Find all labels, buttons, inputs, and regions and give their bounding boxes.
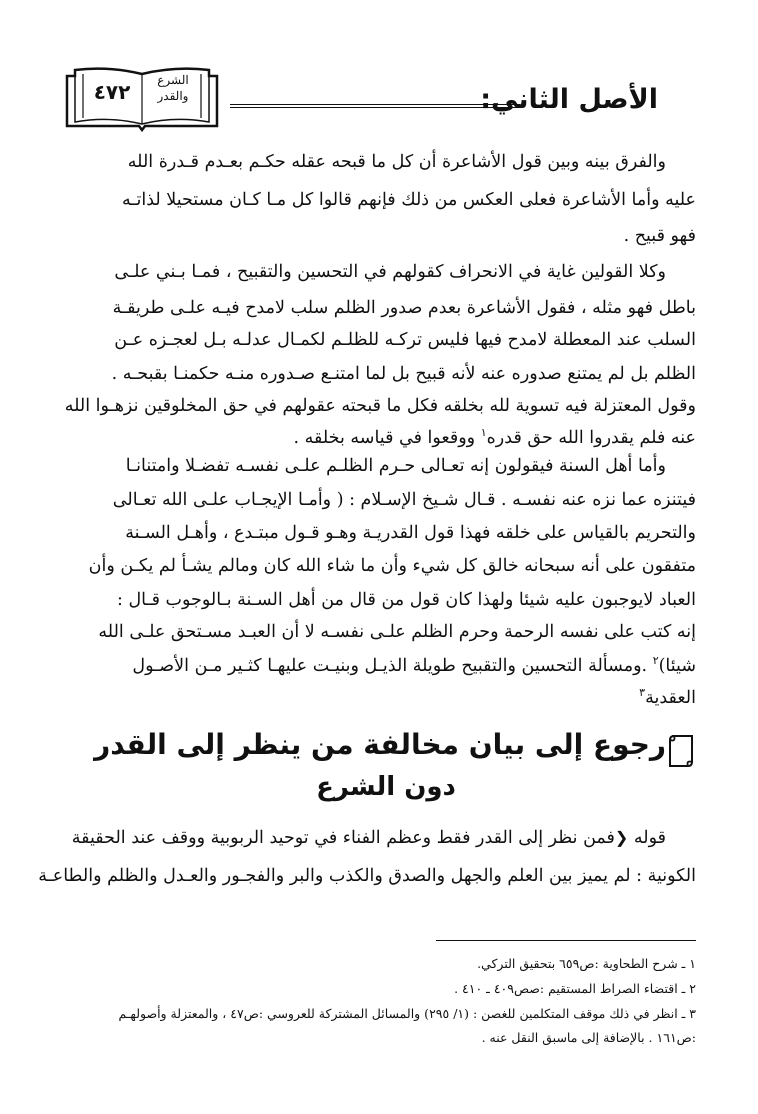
body-line: متفقون على أنه سبحانه خالق كل شيء وأن ما شاء الله كان ومالم يشـأ لم يكـن وأن (88, 556, 696, 576)
footnote-mark: ٢ (652, 654, 659, 667)
book-label-line-1: الشرع (157, 73, 189, 87)
footnote-mark: ١ (480, 426, 487, 439)
body-text: إنه كتب على نفسه الرحمة وحرم الظلم علـى نفسـه لا أن العبـد مسـتحق علـى الله (98, 622, 696, 642)
section-heading-continued: دون الشرع (316, 772, 456, 802)
body-line (66, 622, 696, 642)
body-line (66, 654, 696, 676)
book-label-line-2: والقدر (157, 89, 189, 103)
body-line: الظلم بل لم يمتنع صدوره عنه لأنه قبيح بل لما امتنـع صـدوره منـه حكمنـا بقبحـه . (111, 364, 696, 384)
body-text: .ومسألة التحسين والتقبيح طويلة الذيـل وبنيـت عليهـا كثـير مـن الأصـول (132, 655, 653, 676)
body-line: فهو قبيح . (623, 226, 696, 246)
body-line: وأما أهل السنة فيقولون إنه تعـالى حـرم الظلـم علـى نفسـه تفضـلا وامتنانـا (125, 456, 666, 476)
section-heading: رجوع إلى بيان مخالفة من ينظر إلى القدر (94, 728, 666, 761)
scroll-icon (666, 732, 696, 768)
footnote-mark: ٣ (639, 686, 646, 699)
body-line: وقول المعتزلة فيه تسوية لله بخلقه فكل ما قبحته عقولهم في حق المخلوقين نزهـوا الله (64, 396, 696, 416)
body-text: فمن نظر إلى القدر فقط وعظم الفناء في توحيد الربوبية ووقف عند الحقيقة (71, 828, 615, 848)
body-text: ووقعوا في قياسه بخلقه . (293, 427, 476, 448)
footnote: :ص١٦١ . بالإضافة إلى ماسبق النقل عنه . (481, 1030, 696, 1045)
book-label (148, 72, 198, 104)
body-line: باطل فهو مثله ، فقول الأشاعرة بعدم صدور الظلم سلب لامدح فيـه علـى طريقـة (112, 298, 696, 318)
ornament-icon: ❮ (614, 828, 629, 847)
body-line: والفرق بينه وبين قول الأشاعرة أن كل ما قبحه عقله حكـم بعـدم قـدرة الله (127, 152, 666, 172)
body-line: وكلا القولين غاية في الانحراف كقولهم في التحسين والتقبيح ، فمـا بـني علـى (114, 262, 666, 282)
body-line: فيتنزه عما نزه عنه نفسـه . قـال شـيخ الإسـلام : ( وأمـا الإيجـاب علـى الله تعـالى (112, 490, 696, 510)
body-line: العباد لايوجبون عليه شيئا ولهذا كان قول من قال من أهل السـنة بـالوجوب قـال : (116, 590, 696, 610)
body-line: الكونية : لم يميز بين العلم والجهل والصدق والكذب والبر والفجـور والعـدل والظلم والطاعـة (38, 866, 696, 886)
body-text: قوله (633, 828, 666, 848)
body-text: عنه فلم يقدروا الله حق قدره (486, 427, 696, 448)
page-number: ٤٧٢ (93, 80, 131, 104)
body-line: عليه وأما الأشاعرة فعلى العكس من ذلك فإنهم قالوا كل مـا كـان مستحيلا لذاتـه (121, 190, 696, 210)
body-line: السلب عند المعطلة لامدح فيها فليس تركـه للظلـم لكمـال عدلـه بـل لعجـزه عـن (114, 330, 696, 350)
footnote-rule (436, 940, 696, 941)
header-rule (230, 104, 520, 108)
body-line: والتحريم بالقياس على خلقه فهذا قول القدريـة وهـو قـول مبتـدع ، وأهـل السـنة (125, 523, 696, 543)
chapter-title: الأصل الثاني: (480, 84, 658, 115)
body-line (66, 828, 696, 848)
footnote: ٣ ـ انظر في ذلك موقف المتكلمين للغصن : (١/ ٢٩٥) والمسائل المشتركة للعروسي :ص٤٧ ، والمعتزلة وأصولهـم (118, 1006, 696, 1021)
body-line (66, 426, 696, 448)
body-text: العقدية (645, 687, 696, 708)
footnote: ٢ ـ اقتضاء الصراط المستقيم :صص٤٠٩ ـ ٤١٠ . (454, 981, 696, 996)
body-text: شيئا) (658, 655, 696, 676)
footnote: ١ ـ شرح الطحاوية :ص٦٥٩ بتحقيق التركي. (477, 956, 696, 971)
body-line (66, 686, 696, 708)
